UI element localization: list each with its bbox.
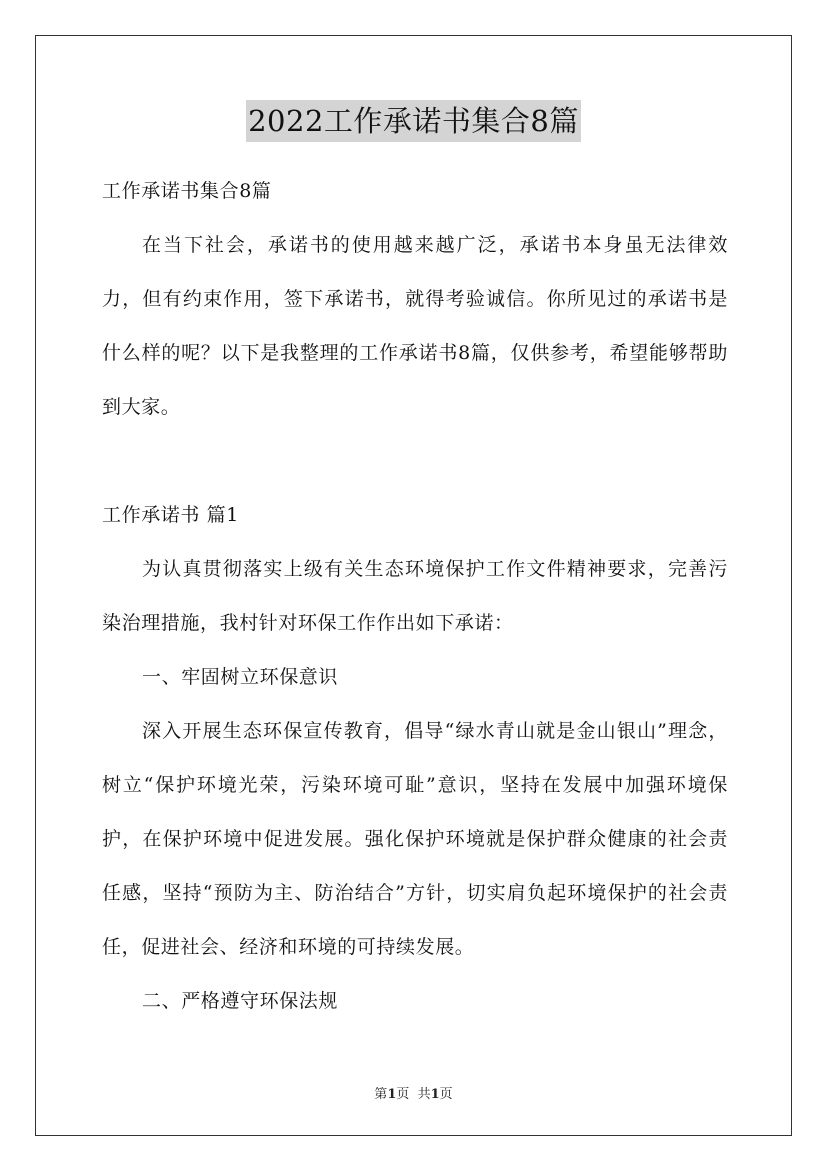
page-label-prefix: 第	[374, 1087, 388, 1102]
page-footer	[0, 1083, 827, 1102]
section-heading: 工作承诺书 篇1	[102, 504, 239, 526]
body-paragraph: 深入开展生态环保宣传教育，倡导“绿水青山就是金山银山”理念，树立“保护环境光荣，污染环境可耻”意识，坚持在发展中加强环境保护，在保护环境中促进发展。强化保护环境就是保护群众健康的社会责任感，坚持“预防为主、防治结合”方针，切实肩负起环境保护的社会责任，促进社会、经济和环境的可持续发展。	[102, 720, 728, 958]
page-current: 1	[387, 1087, 397, 1102]
page-total: 1	[430, 1087, 440, 1102]
title-block	[0, 100, 827, 142]
body-paragraph: 为认真贯彻落实上级有关生态环境保护工作文件精神要求，完善污染治理措施，我村针对环保工作作出如下承诺：	[102, 558, 728, 634]
document-body	[102, 164, 728, 1028]
document-subtitle: 工作承诺书集合8篇	[102, 180, 272, 202]
intro-paragraph: 在当下社会，承诺书的使用越来越广泛，承诺书本身虽无法律效力，但有约束作用，签下承诺书，就得考验诚信。你所见过的承诺书是什么样的呢？以下是我整理的工作承诺书8篇，仅供参考，希望能够帮助到大家。	[102, 234, 728, 418]
page-label-suffix: 页	[439, 1087, 453, 1102]
page-label-mid: 页 共	[396, 1087, 431, 1102]
item-heading-1: 一、牢固树立环保意识	[142, 666, 339, 688]
document-title: 2022工作承诺书集合8篇	[246, 100, 581, 142]
section-gap	[102, 434, 728, 488]
item-heading-2: 二、严格遵守环保法规	[142, 990, 339, 1012]
